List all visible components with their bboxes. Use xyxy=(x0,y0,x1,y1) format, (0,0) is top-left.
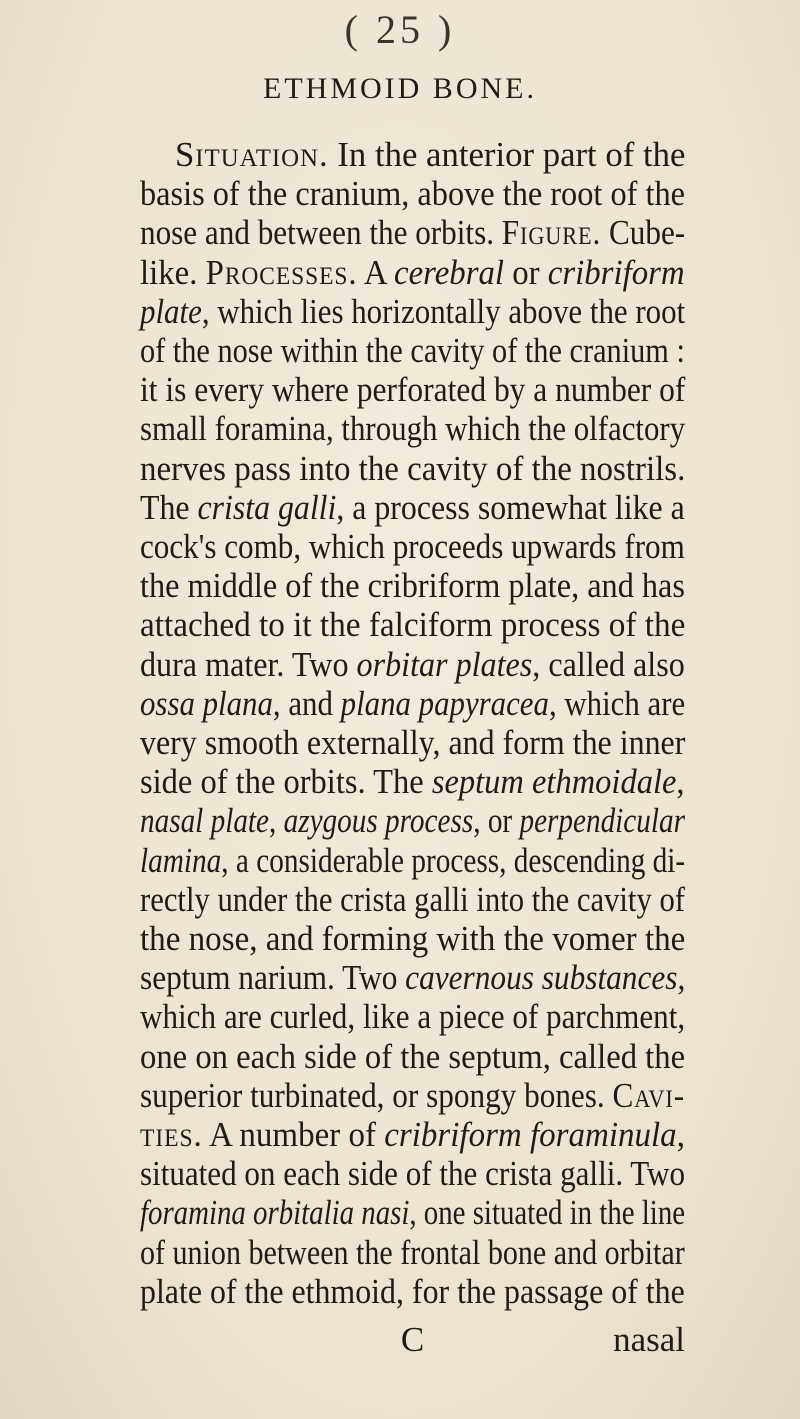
section-heading: ETHMOID BONE. xyxy=(263,72,537,105)
text-line xyxy=(140,762,685,802)
text-run: nerves pass into the cavity of the nostrils. xyxy=(140,448,686,488)
text-run: basis of the cranium, above the root of the xyxy=(140,174,685,214)
text-run: one on each side of the septum, called the xyxy=(140,1036,686,1076)
text-line xyxy=(140,566,685,606)
italic-term: septum ethmoidale xyxy=(431,762,677,802)
italic-term: crista galli xyxy=(197,487,337,527)
text-line xyxy=(140,213,685,253)
text-run: , called also xyxy=(532,644,685,684)
text-run: superior turbinated, or spongy bones. xyxy=(140,1075,613,1115)
italic-term: plate xyxy=(140,291,202,331)
text-run: situated on each side of the crista galli. Two xyxy=(140,1154,686,1194)
text-run: A xyxy=(357,252,395,292)
text-line xyxy=(140,527,685,567)
text-run: , a process somewhat like a xyxy=(336,487,685,527)
small-caps-term: Cavi- xyxy=(612,1075,685,1115)
text-line xyxy=(140,449,685,489)
text-line xyxy=(140,1115,685,1155)
text-line xyxy=(140,370,685,410)
text-run: In the anterior part of the xyxy=(328,135,686,174)
text-run: , and xyxy=(272,683,341,723)
text-run: rectly under the crista galli into the cavity of xyxy=(140,879,686,919)
text-run: , one situated in the line xyxy=(409,1193,686,1233)
text-line xyxy=(175,135,685,175)
italic-term: cavernous substances xyxy=(405,958,678,998)
text-line xyxy=(140,880,685,920)
small-caps-term: ties. xyxy=(140,1115,203,1154)
text-line xyxy=(140,958,685,998)
text-run: it is every where perforated by a number of xyxy=(140,370,686,410)
text-line xyxy=(140,684,685,724)
italic-term: azygous process xyxy=(283,801,474,841)
text-line xyxy=(140,488,685,528)
text-run: attached to it the falciform process of the xyxy=(140,605,686,645)
text-run: which are curled, like a piece of parchment, xyxy=(140,997,686,1037)
signature-mark: C xyxy=(400,1320,425,1359)
text-line xyxy=(140,1233,685,1273)
catchword: nasal xyxy=(613,1320,685,1359)
text-run: , which are xyxy=(548,683,686,723)
italic-term: lamina xyxy=(140,840,222,880)
italic-term: ossa plana xyxy=(140,683,273,723)
text-run: , a considerable process, descending di- xyxy=(221,840,686,880)
text-line xyxy=(140,605,685,645)
text-run: the nose, and forming with the vomer the xyxy=(140,919,686,958)
text-line xyxy=(140,409,685,449)
italic-term: cerebral xyxy=(394,252,505,292)
text-run: like. xyxy=(140,252,206,292)
text-run: , or xyxy=(473,801,520,841)
italic-term: cribriform xyxy=(547,252,685,292)
text-line xyxy=(140,1076,685,1116)
italic-term: cribriform foraminula xyxy=(384,1115,677,1154)
text-run: of the nose within the cavity of the cranium : xyxy=(140,331,685,370)
text-line xyxy=(140,1154,685,1194)
text-run: very smooth externally, and form the inner xyxy=(140,723,686,762)
small-caps-term: Processes. xyxy=(205,252,358,292)
text-run: septum narium. Two xyxy=(140,958,406,998)
italic-term: nasal plate xyxy=(140,801,270,841)
text-line xyxy=(140,645,685,685)
text-run: side of the orbits. The xyxy=(140,762,432,802)
page-footer xyxy=(140,1320,685,1364)
italic-term: plana papyracea xyxy=(340,683,549,723)
text-line xyxy=(140,841,685,881)
text-run: small foramina, through which the olfactory xyxy=(140,409,686,449)
text-run: plate of the ethmoid, for the passage of the xyxy=(140,1271,685,1311)
text-run: of union between the frontal bone and orbitar xyxy=(140,1232,685,1272)
text-line xyxy=(140,801,685,841)
text-line xyxy=(140,1037,685,1077)
text-run: Cube- xyxy=(601,213,686,253)
text-line xyxy=(140,292,685,332)
small-caps-term: Figure. xyxy=(501,213,602,253)
text-run: , xyxy=(676,762,685,802)
text-line xyxy=(140,1193,685,1233)
text-run: or xyxy=(504,252,548,292)
italic-term: foramina orbitalia nasi xyxy=(140,1193,410,1233)
small-caps-term: Situation. xyxy=(175,135,329,174)
text-line xyxy=(140,1272,685,1312)
text-run: , xyxy=(677,958,686,998)
text-line xyxy=(140,919,685,959)
text-line xyxy=(140,253,685,293)
text-run: , xyxy=(676,1115,685,1154)
page-number: ( 25 ) xyxy=(344,7,456,52)
text-run: , which lies horizontally above the root xyxy=(201,291,686,331)
text-run: The xyxy=(140,487,198,527)
text-run: dura mater. Two xyxy=(140,644,357,684)
text-line xyxy=(140,331,685,371)
text-line xyxy=(140,997,685,1037)
text-run: A number of xyxy=(202,1115,385,1154)
text-line xyxy=(140,174,685,214)
italic-term: perpendicular xyxy=(519,801,685,841)
text-line xyxy=(140,723,685,763)
text-run: nose and between the orbits. xyxy=(140,213,502,253)
italic-term: orbitar plates xyxy=(356,644,533,684)
text-run: , xyxy=(269,801,284,841)
text-run: the middle of the cribriform plate, and has xyxy=(140,566,685,606)
text-run: cock's comb, which proceeds upwards from xyxy=(140,527,685,566)
